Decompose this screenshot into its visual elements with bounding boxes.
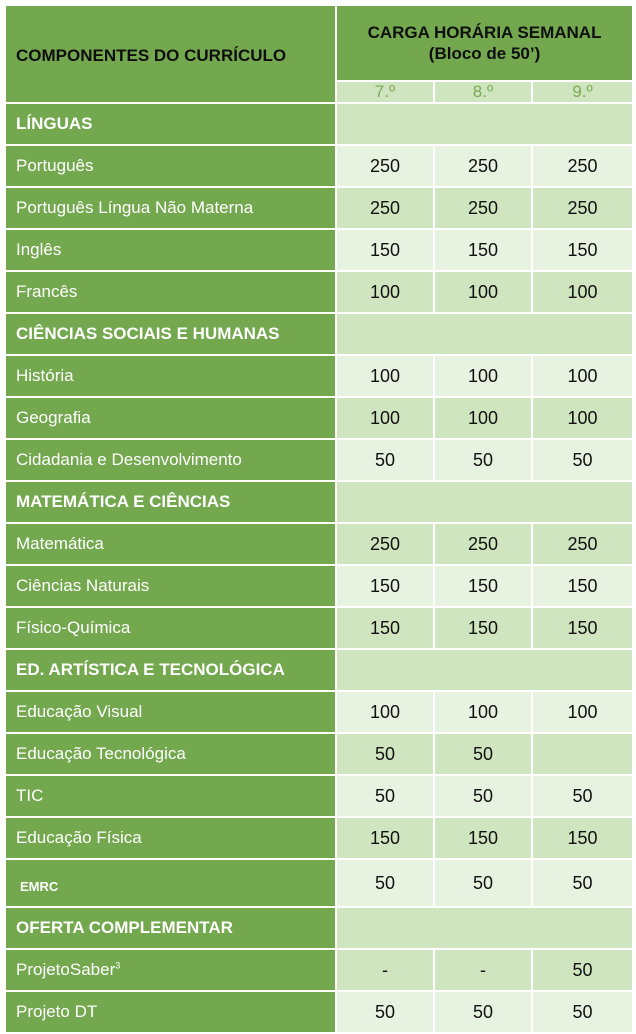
subject-label — [5, 187, 336, 229]
hours-cell-year-7: 250 — [336, 523, 434, 565]
table-row — [5, 817, 633, 859]
block-duration-note: (Bloco de 50’) — [428, 44, 541, 63]
hours-cell-year-7: 150 — [336, 565, 434, 607]
table-row — [5, 691, 633, 733]
table-row — [5, 439, 633, 481]
table-row — [5, 397, 633, 439]
hours-cell-year-8: - — [434, 949, 532, 991]
hours-cell-year-8: 50 — [434, 733, 532, 775]
subject-label — [5, 991, 336, 1033]
hours-cell-year-7: 100 — [336, 355, 434, 397]
year-header-7: 7.º — [336, 81, 434, 103]
table-row — [5, 229, 633, 271]
subject-name: Educação Visual — [16, 702, 143, 721]
hours-cell-year-9: 150 — [532, 817, 633, 859]
subject-name: Cidadania e Desenvolvimento — [16, 450, 242, 469]
table-row — [5, 355, 633, 397]
hours-cell-year-7: 100 — [336, 397, 434, 439]
subject-label — [5, 859, 336, 907]
hours-cell-year-9: 100 — [532, 691, 633, 733]
hours-cell-year-7: 250 — [336, 187, 434, 229]
hours-cell-year-7: 250 — [336, 145, 434, 187]
hours-cell-year-8: 250 — [434, 145, 532, 187]
hours-cell-year-8: 150 — [434, 229, 532, 271]
hours-cell-year-7: 150 — [336, 229, 434, 271]
subject-name: TIC — [16, 786, 44, 805]
hours-cell-year-8: 150 — [434, 817, 532, 859]
hours-cell-year-9: 150 — [532, 607, 633, 649]
subject-name: Projeto DT — [16, 1002, 98, 1021]
subject-label — [5, 145, 336, 187]
hours-cell-year-7: 150 — [336, 607, 434, 649]
hours-cell-year-9: 100 — [532, 271, 633, 313]
subject-name: EMRC — [20, 878, 59, 894]
subject-label — [5, 817, 336, 859]
hours-cell-year-9: 150 — [532, 229, 633, 271]
section-fill — [336, 907, 633, 949]
table-row — [5, 733, 633, 775]
section-title: OFERTA COMPLEMENTAR — [5, 907, 336, 949]
subject-name: Inglês — [16, 240, 62, 259]
subject-label — [5, 397, 336, 439]
subject-label — [5, 733, 336, 775]
table-body — [5, 5, 633, 1033]
section-row — [5, 649, 633, 691]
hours-cell-year-8: 250 — [434, 523, 532, 565]
hours-cell-year-8: 100 — [434, 397, 532, 439]
components-header: COMPONENTES DO CURRÍCULO — [5, 5, 336, 103]
subject-label — [5, 439, 336, 481]
hours-cell-year-9: 150 — [532, 565, 633, 607]
subject-name: Português — [16, 156, 94, 175]
section-title: CIÊNCIAS SOCIAIS E HUMANAS — [5, 313, 336, 355]
hours-cell-year-8: 100 — [434, 691, 532, 733]
weekly-load-header — [336, 5, 633, 81]
subject-label — [5, 775, 336, 817]
section-title: MATEMÁTICA E CIÊNCIAS — [5, 481, 336, 523]
table-row — [5, 271, 633, 313]
hours-cell-year-9: 100 — [532, 397, 633, 439]
hours-cell-year-9: 50 — [532, 991, 633, 1033]
subject-label — [5, 523, 336, 565]
subject-name: ProjetoSaber — [16, 960, 116, 979]
subject-label — [5, 565, 336, 607]
hours-cell-year-7: - — [336, 949, 434, 991]
hours-cell-year-7: 50 — [336, 439, 434, 481]
hours-cell-year-9 — [532, 733, 633, 775]
subject-name: Português Língua Não Materna — [16, 198, 254, 217]
hours-cell-year-7: 50 — [336, 733, 434, 775]
section-title: LÍNGUAS — [5, 103, 336, 145]
curriculum-table — [4, 4, 634, 1034]
hours-cell-year-7: 150 — [336, 817, 434, 859]
subject-label — [5, 949, 336, 991]
hours-cell-year-7: 50 — [336, 775, 434, 817]
hours-cell-year-9: 250 — [532, 145, 633, 187]
section-row — [5, 103, 633, 145]
hours-cell-year-9: 50 — [532, 859, 633, 907]
section-fill — [336, 481, 633, 523]
hours-cell-year-8: 100 — [434, 355, 532, 397]
table-row — [5, 991, 633, 1033]
hours-cell-year-7: 50 — [336, 991, 434, 1033]
subject-name: Matemática — [16, 534, 104, 553]
section-fill — [336, 649, 633, 691]
year-header-9: 9.º — [532, 81, 633, 103]
subject-label — [5, 271, 336, 313]
table-row — [5, 145, 633, 187]
section-row — [5, 907, 633, 949]
header-row — [5, 5, 633, 81]
hours-cell-year-8: 50 — [434, 439, 532, 481]
hours-cell-year-7: 100 — [336, 271, 434, 313]
table-row — [5, 565, 633, 607]
hours-cell-year-9: 100 — [532, 355, 633, 397]
subject-label — [5, 229, 336, 271]
curriculum-table-container — [4, 4, 632, 1034]
subject-name: Educação Física — [16, 828, 142, 847]
hours-cell-year-9: 50 — [532, 439, 633, 481]
table-row — [5, 949, 633, 991]
hours-cell-year-8: 250 — [434, 187, 532, 229]
hours-cell-year-9: 250 — [532, 523, 633, 565]
table-row — [5, 607, 633, 649]
hours-cell-year-8: 150 — [434, 565, 532, 607]
subject-name: História — [16, 366, 74, 385]
section-fill — [336, 103, 633, 145]
hours-cell-year-8: 100 — [434, 271, 532, 313]
subject-name: Físico-Química — [16, 618, 131, 637]
hours-cell-year-8: 50 — [434, 775, 532, 817]
subject-name: Ciências Naturais — [16, 576, 150, 595]
section-title: ED. ARTÍSTICA E TECNOLÓGICA — [5, 649, 336, 691]
hours-cell-year-9: 50 — [532, 949, 633, 991]
subject-label — [5, 691, 336, 733]
table-row — [5, 523, 633, 565]
subject-label — [5, 607, 336, 649]
footnote-marker: 3 — [115, 960, 121, 971]
subject-name: Educação Tecnológica — [16, 744, 186, 763]
hours-cell-year-8: 50 — [434, 991, 532, 1033]
weekly-load-title: CARGA HORÁRIA SEMANAL — [367, 23, 602, 42]
year-header-8: 8.º — [434, 81, 532, 103]
hours-cell-year-8: 50 — [434, 859, 532, 907]
section-row — [5, 313, 633, 355]
table-row — [5, 187, 633, 229]
hours-cell-year-9: 250 — [532, 187, 633, 229]
section-fill — [336, 313, 633, 355]
hours-cell-year-8: 150 — [434, 607, 532, 649]
subject-name: Francês — [16, 282, 78, 301]
table-row — [5, 859, 633, 907]
subject-label — [5, 355, 336, 397]
hours-cell-year-9: 50 — [532, 775, 633, 817]
hours-cell-year-7: 100 — [336, 691, 434, 733]
section-row — [5, 481, 633, 523]
hours-cell-year-7: 50 — [336, 859, 434, 907]
subject-name: Geografia — [16, 408, 91, 427]
table-row — [5, 775, 633, 817]
